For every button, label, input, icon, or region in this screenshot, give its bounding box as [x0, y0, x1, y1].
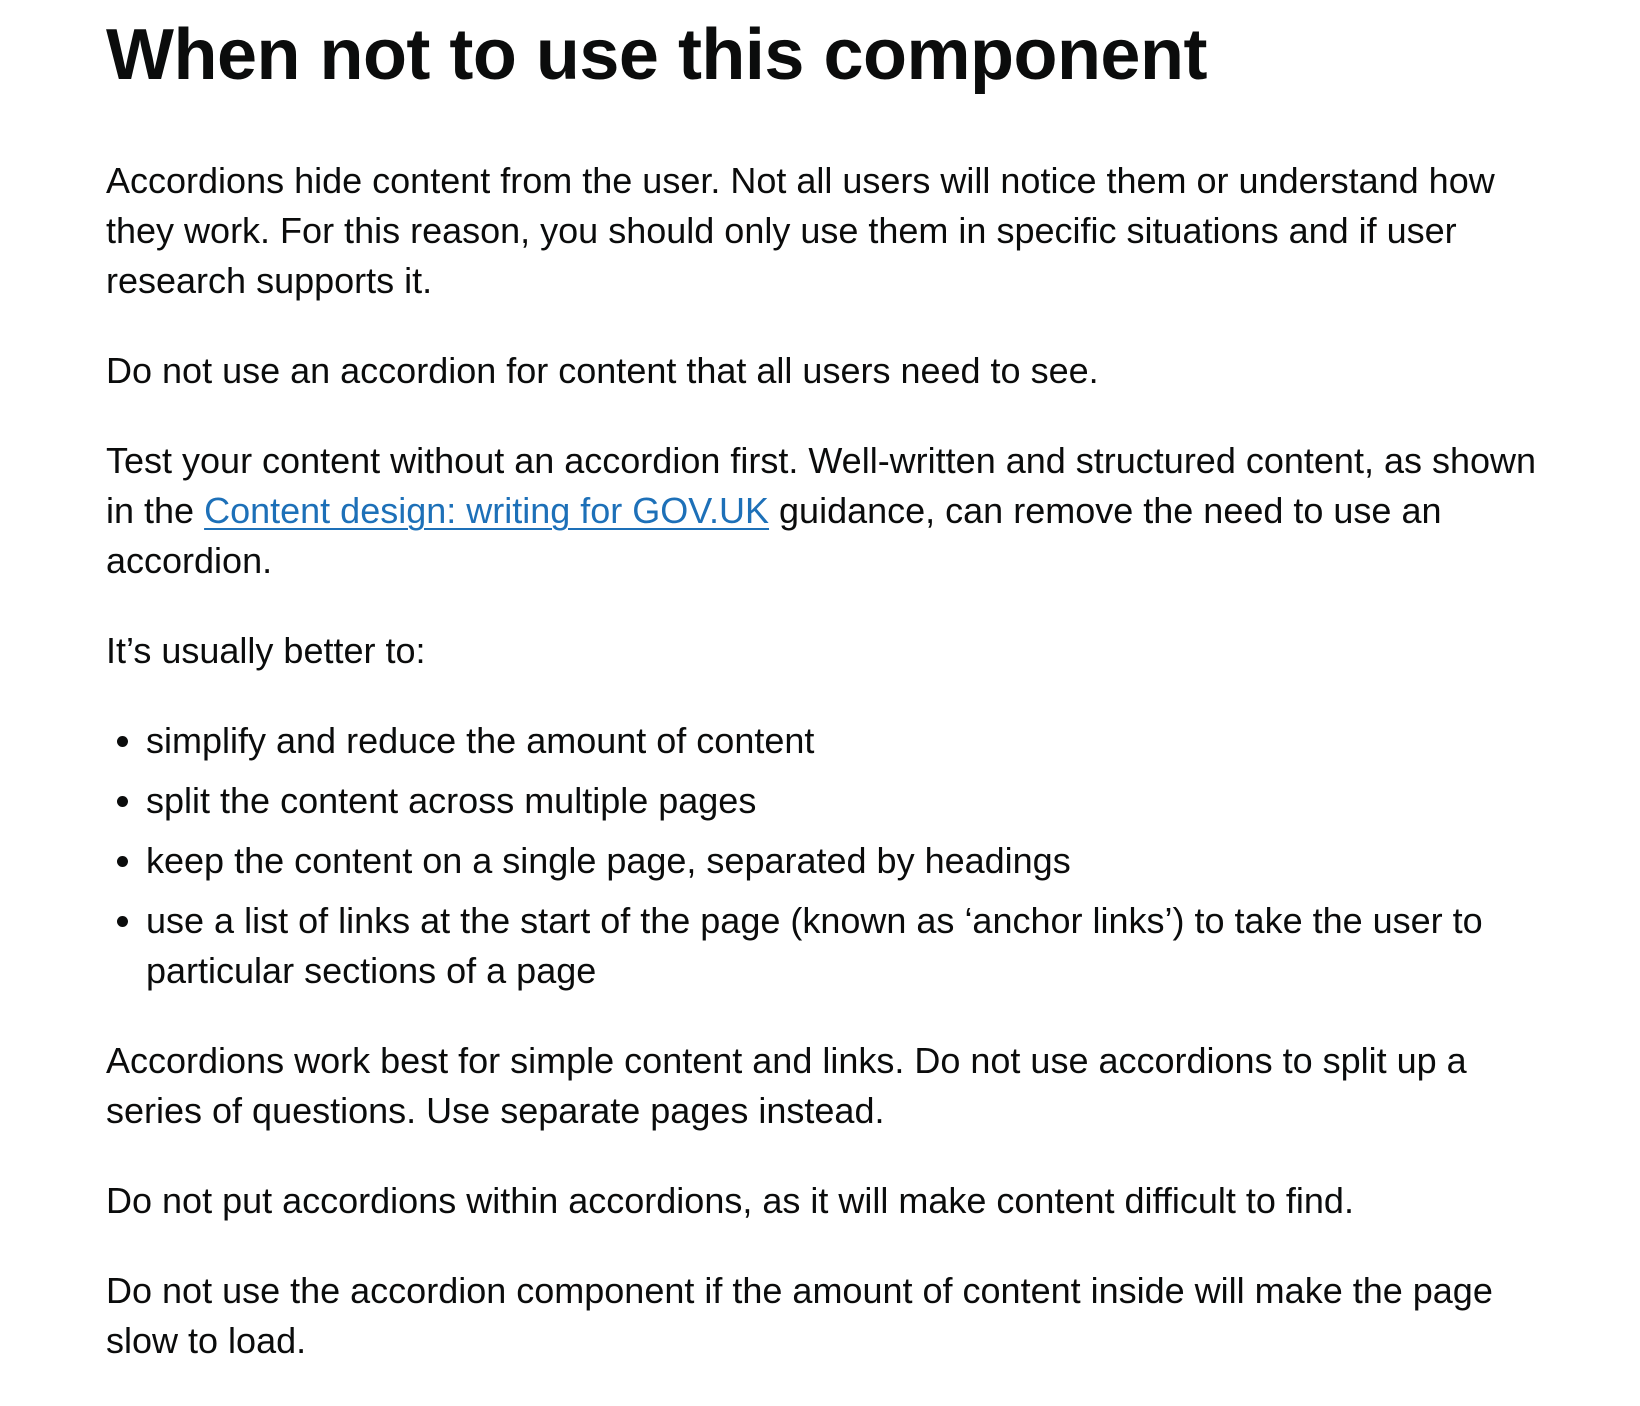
main-content [106, 14, 1566, 1406]
paragraph-test-content-after: guidance, can remove the need to use an accordion. [106, 490, 1442, 581]
paragraph-simple-content: Accordions work best for simple content and links. Do not use accordions to split up a series of questions. Use separate pages instead. [106, 1040, 1467, 1131]
paragraph-usually-better: It’s usually better to: [106, 630, 426, 671]
better-alternatives-list [106, 716, 1566, 996]
paragraph-slow-to-load: Do not use the accordion component if the amount of content inside will make the page slow to load. [106, 1270, 1493, 1361]
list-item: • keep the content on a single page, separated by headings [146, 836, 1566, 886]
section-heading: When not to use this component [106, 15, 1207, 95]
paragraph-accordions-hide-content: Accordions hide content from the user. Not all users will notice them or understand how they work. For this reason, you should only use them in specific situations and if user research supports it. [106, 160, 1495, 301]
list-item: • simplify and reduce the amount of content [146, 716, 1566, 766]
list-item: • split the content across multiple pages [146, 776, 1566, 826]
paragraph-test-content [106, 436, 1566, 586]
paragraph-no-nested-accordions: Do not put accordions within accordions, as it will make content difficult to find. [106, 1180, 1354, 1221]
paragraph-test-content-before: Test your content without an accordion first. Well-written and structured content, as shown in the [106, 440, 1537, 531]
content-design-link[interactable]: Content design: writing for GOV.UK [204, 490, 770, 531]
list-item: • use a list of links at the start of the page (known as ‘anchor links’) to take the user to particular sections of a page [146, 896, 1566, 996]
paragraph-do-not-use-for-all-users: Do not use an accordion for content that all users need to see. [106, 350, 1099, 391]
